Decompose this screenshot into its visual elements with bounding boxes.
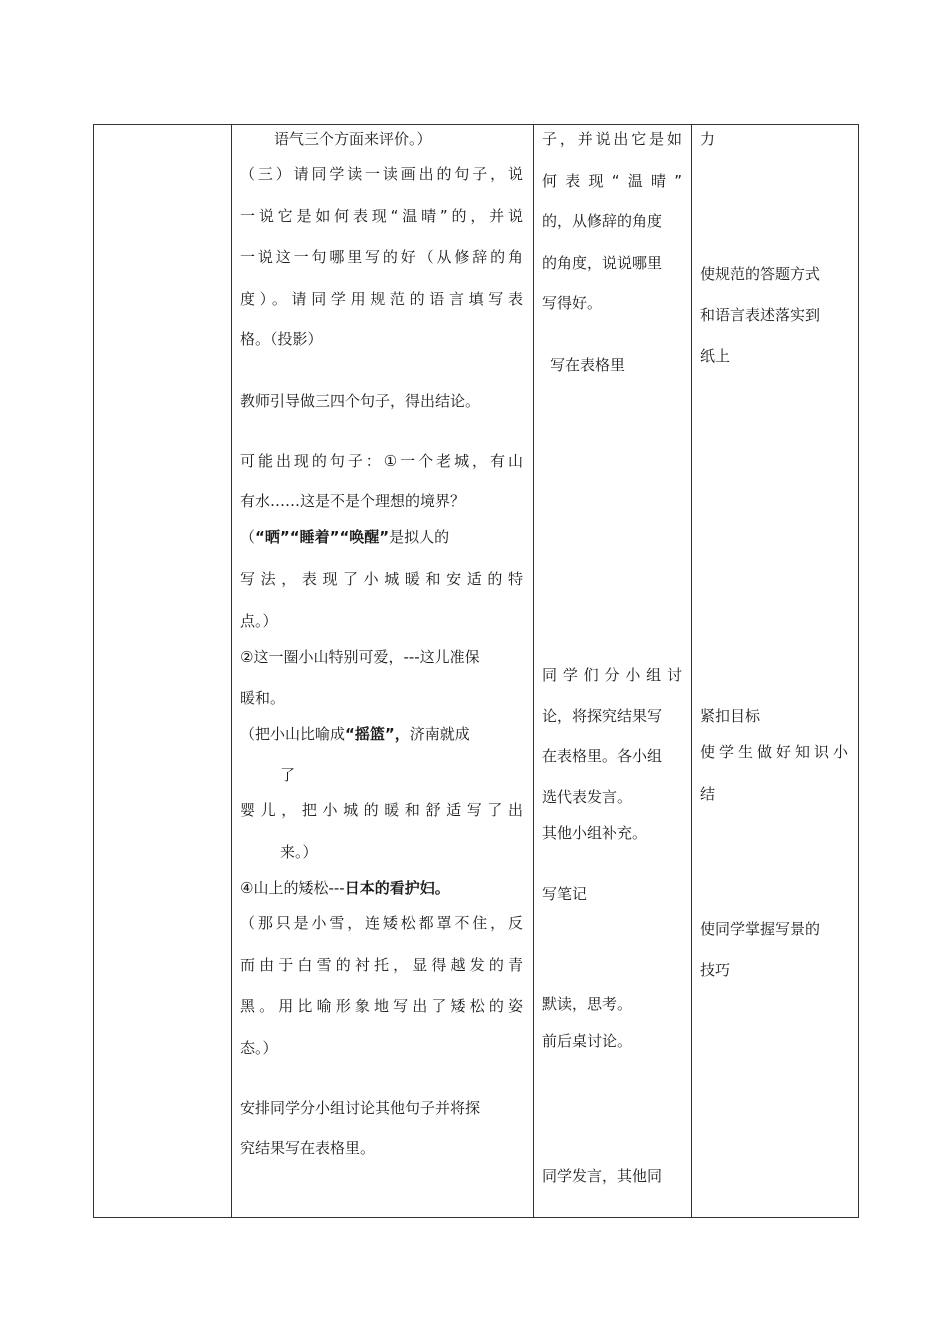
text-line: 前后桌讨论。 <box>542 1032 633 1050</box>
text-line: 态。） <box>240 1039 278 1057</box>
lesson-plan-table <box>93 124 859 1218</box>
text-line: 暖和。 <box>240 689 286 707</box>
text-line: 黑。用比喻形象地写出了矮松的姿 <box>240 997 523 1015</box>
table-row <box>94 125 859 1218</box>
text-line: 而由于白雪的衬托，显得越发的青 <box>240 956 523 974</box>
text-line: 同学发言，其他同 <box>542 1167 663 1185</box>
student-activity-cell <box>534 125 692 1218</box>
blank-column-cell <box>94 125 232 1218</box>
text-line: 使同学掌握写景的 <box>700 920 821 938</box>
text-line: 纸上 <box>700 347 731 365</box>
text-line: 写法，表现了小城暖和安适的特 <box>240 570 523 588</box>
text-line: （把小山比喻成“摇篮”，济南就成 <box>240 725 470 743</box>
text-line: （三）请同学读一读画出的句子，说 <box>240 165 523 183</box>
text-line: 的角度，说说哪里 <box>542 254 663 272</box>
text-line: （“晒”“睡着”“唤醒”是拟人的 <box>240 528 450 546</box>
text-line: 紧扣目标 <box>700 707 761 725</box>
text-line: 语气三个方面来评价。） <box>274 130 432 148</box>
text-line: 了 <box>280 766 296 784</box>
text-line: 写笔记 <box>542 885 588 903</box>
text-line: 技巧 <box>700 961 731 979</box>
text-line: 写在表格里 <box>550 356 626 374</box>
text-line: 写得好。 <box>542 294 603 312</box>
text-line: 使规范的答题方式 <box>700 265 821 283</box>
text-line: 的，从修辞的角度 <box>542 212 663 230</box>
text-line: 子，并说出它是如 <box>542 130 682 148</box>
text-line: 其他小组补充。 <box>542 824 648 842</box>
text-line: 结 <box>700 785 716 803</box>
text-line: 究结果写在表格里。 <box>240 1139 376 1157</box>
text-line: ②这一圈小山特别可爱，---这儿准保 <box>240 648 480 666</box>
text-line: 何表现“温晴” <box>542 172 682 190</box>
teacher-activity-cell <box>232 125 534 1218</box>
text-line: 度）。请同学用规范的语言填写表 <box>240 290 523 308</box>
text-line: 和语言表述落实到 <box>700 306 821 324</box>
text-line: 使学生做好知识小 <box>700 743 848 761</box>
text-line: 力 <box>700 130 716 148</box>
design-intent-cell <box>692 125 859 1218</box>
text-line: 在表格里。各小组 <box>542 747 663 765</box>
text-line: 格。（投影） <box>240 330 323 348</box>
text-line: 论，将探究结果写 <box>542 707 663 725</box>
text-line: 同学们分小组讨 <box>542 666 682 684</box>
text-line: 教师引导做三四个句子，得出结论。 <box>240 392 481 410</box>
text-line: 可能出现的句子：①一个老城，有山 <box>240 452 523 470</box>
text-line: 婴儿，把小城的暖和舒适写了出 <box>240 801 523 819</box>
text-line: 来。） <box>280 843 318 861</box>
text-line: （那只是小雪，连矮松都罩不住，反 <box>240 914 523 932</box>
text-line: 一说这一句哪里写的好（从修辞的角 <box>240 248 523 266</box>
text-line: 一说它是如何表现“温晴”的，并说 <box>240 207 523 225</box>
text-line: ④山上的矮松---日本的看护妇。 <box>240 879 450 897</box>
text-line: 安排同学分小组讨论其他句子并将探 <box>240 1099 481 1117</box>
text-line: 有水……这是不是个理想的境界？ <box>240 492 466 510</box>
text-line: 默读，思考。 <box>542 995 633 1013</box>
text-line: 选代表发言。 <box>542 788 633 806</box>
text-line: 点。） <box>240 612 278 630</box>
